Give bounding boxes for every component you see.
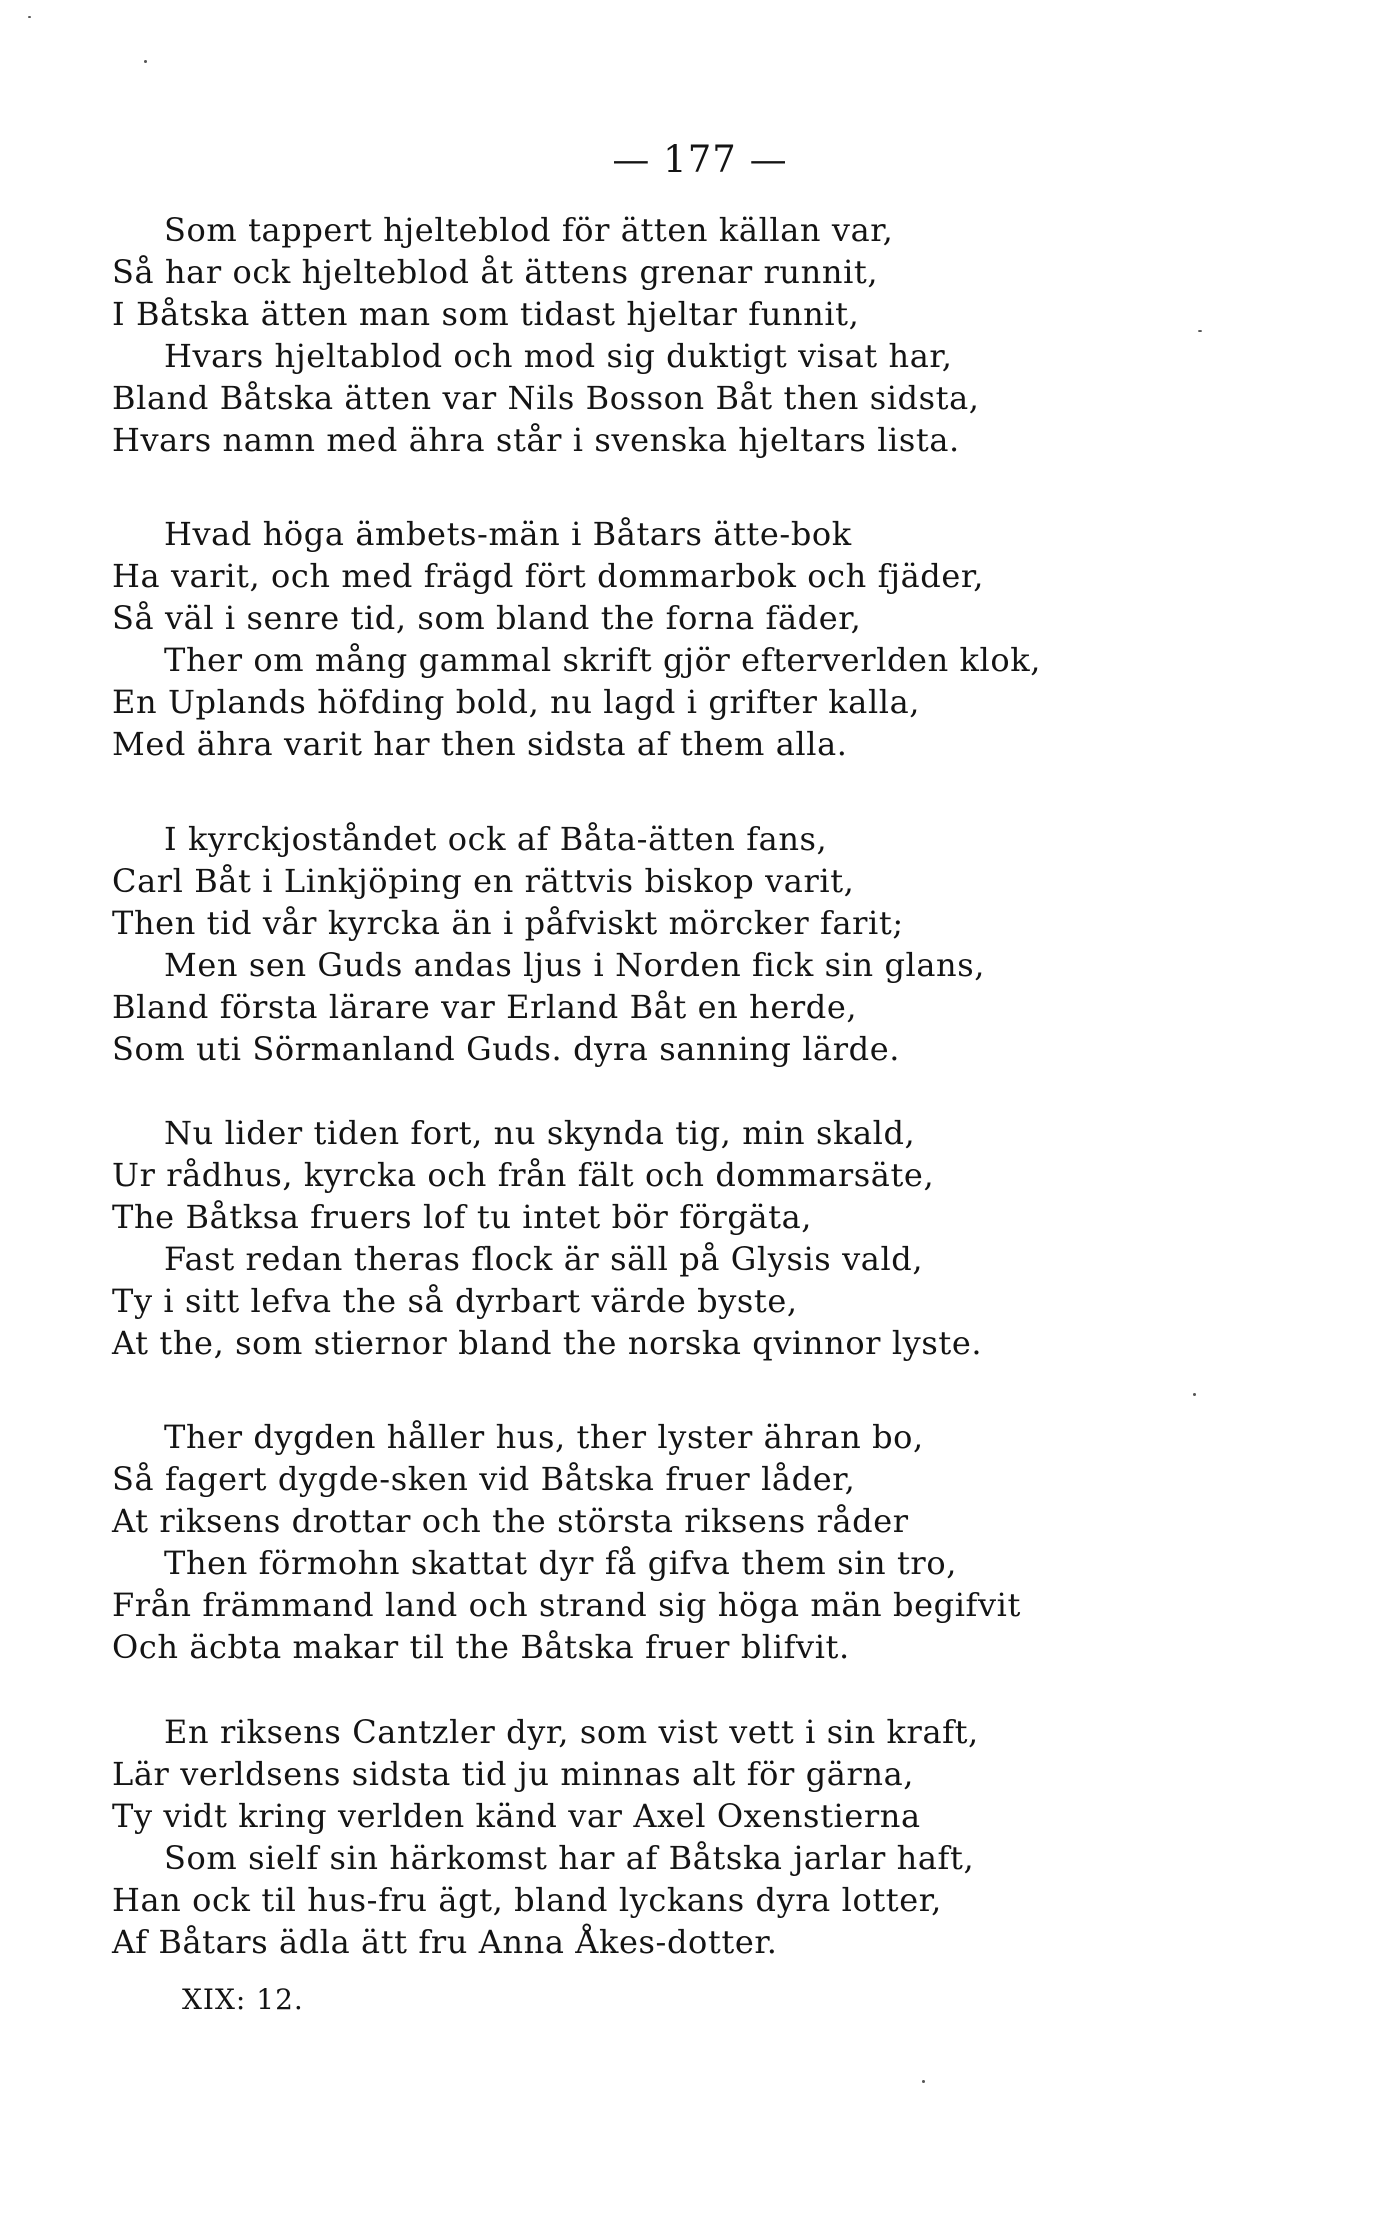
stanza-4 [112, 1112, 1312, 1364]
verse-line: Ha varit, och med frägd fört dommarbok och fjäder, [112, 557, 985, 595]
verse-line: Ty vidt kring verlden känd var Axel Oxenstierna [112, 1797, 921, 1835]
verse-line: Och äcbta makar til the Båtska fruer blifvit. [112, 1628, 850, 1666]
verse-line: Carl Båt i Linkjöping en rättvis biskop varit, [112, 862, 855, 900]
print-speck [1198, 330, 1202, 332]
verse-line: Bland första lärare var Erland Båt en herde, [112, 988, 858, 1026]
verse-line: Fast redan theras flock är säll på Glysis vald, [164, 1240, 924, 1278]
verse-line: I kyrckjoståndet ock af Båta-ätten fans, [164, 820, 828, 858]
verse-line: Så fagert dygde-sken vid Båtska fruer låder, [112, 1460, 856, 1498]
verse-line: Han ock til hus-fru ägt, bland lyckans dyra lotter, [112, 1881, 942, 1919]
verse-line: The Båtksa fruers lof tu intet bör förgäta, [112, 1198, 813, 1236]
verse-line: Then förmohn skattat dyr få gifva them sin tro, [164, 1544, 957, 1582]
verse-line: Lär verldsens sidsta tid ju minnas alt för gärna, [112, 1755, 915, 1793]
stanza-2 [112, 513, 1312, 765]
verse-line: Som sielf sin härkomst har af Båtska jarlar haft, [164, 1839, 975, 1877]
verse-line: Ther dygden håller hus, ther lyster ähran bo, [164, 1418, 924, 1456]
verse-line: Hvars hjeltablod och mod sig duktigt visat har, [164, 337, 953, 375]
verse-line: Så har ock hjelteblod åt ättens grenar runnit, [112, 253, 879, 291]
stanza-6 [112, 1711, 1312, 1963]
verse-line: Hvad höga ämbets-män i Båtars ätte-bok [164, 515, 852, 553]
verse-line: Ty i sitt lefva the så dyrbart värde byste, [112, 1282, 798, 1320]
verse-line: Then tid vår kyrcka än i påfviskt mörcker farit; [112, 904, 904, 942]
verse-line: Af Båtars ädla ätt fru Anna Åkes-dotter. [112, 1923, 778, 1961]
verse-line: I Båtska ätten man som tidast hjeltar funnit, [112, 295, 860, 333]
verse-line: Ther om mång gammal skrift gjör efterverlden klok, [164, 641, 1041, 679]
verse-line: At riksens drottar och the största riksens råder [112, 1502, 909, 1540]
verse-line: Nu lider tiden fort, nu skynda tig, min skald, [164, 1114, 916, 1152]
verse-line: Hvars namn med ähra står i svenska hjeltars lista. [112, 421, 960, 459]
verse-line: Bland Båtska ätten var Nils Bosson Båt then sidsta, [112, 379, 980, 417]
verse-line: Ur rådhus, kyrcka och från fält och dommarsäte, [112, 1156, 935, 1194]
print-speck [1193, 1393, 1196, 1396]
print-speck [922, 2080, 925, 2083]
verse-line: At the, som stiernor bland the norska qvinnor lyste. [112, 1324, 983, 1362]
stanza-1 [112, 209, 1312, 461]
verse-line: En riksens Cantzler dyr, som vist vett i sin kraft, [164, 1713, 979, 1751]
verse-line: Från främmand land och strand sig höga män begifvit [112, 1586, 1021, 1624]
verse-line: En Uplands höfding bold, nu lagd i grifter kalla, [112, 683, 921, 721]
verse-line: Som tappert hjelteblod för ätten källan var, [164, 211, 894, 249]
stanza-5 [112, 1416, 1312, 1668]
verse-line: Men sen Guds andas ljus i Norden fick sin glans, [164, 946, 986, 984]
signature-mark: XIX: 12. [182, 1983, 304, 2016]
print-speck [28, 16, 31, 18]
print-speck [144, 60, 147, 63]
verse-line: Som uti Sörmanland Guds. dyra sanning lärde. [112, 1030, 901, 1068]
verse-line: Med ähra varit har then sidsta af them alla. [112, 725, 848, 763]
page-number: — 177 — [612, 138, 788, 181]
verse-line: Så väl i senre tid, som bland the forna fäder, [112, 599, 862, 637]
stanza-3 [112, 818, 1312, 1070]
